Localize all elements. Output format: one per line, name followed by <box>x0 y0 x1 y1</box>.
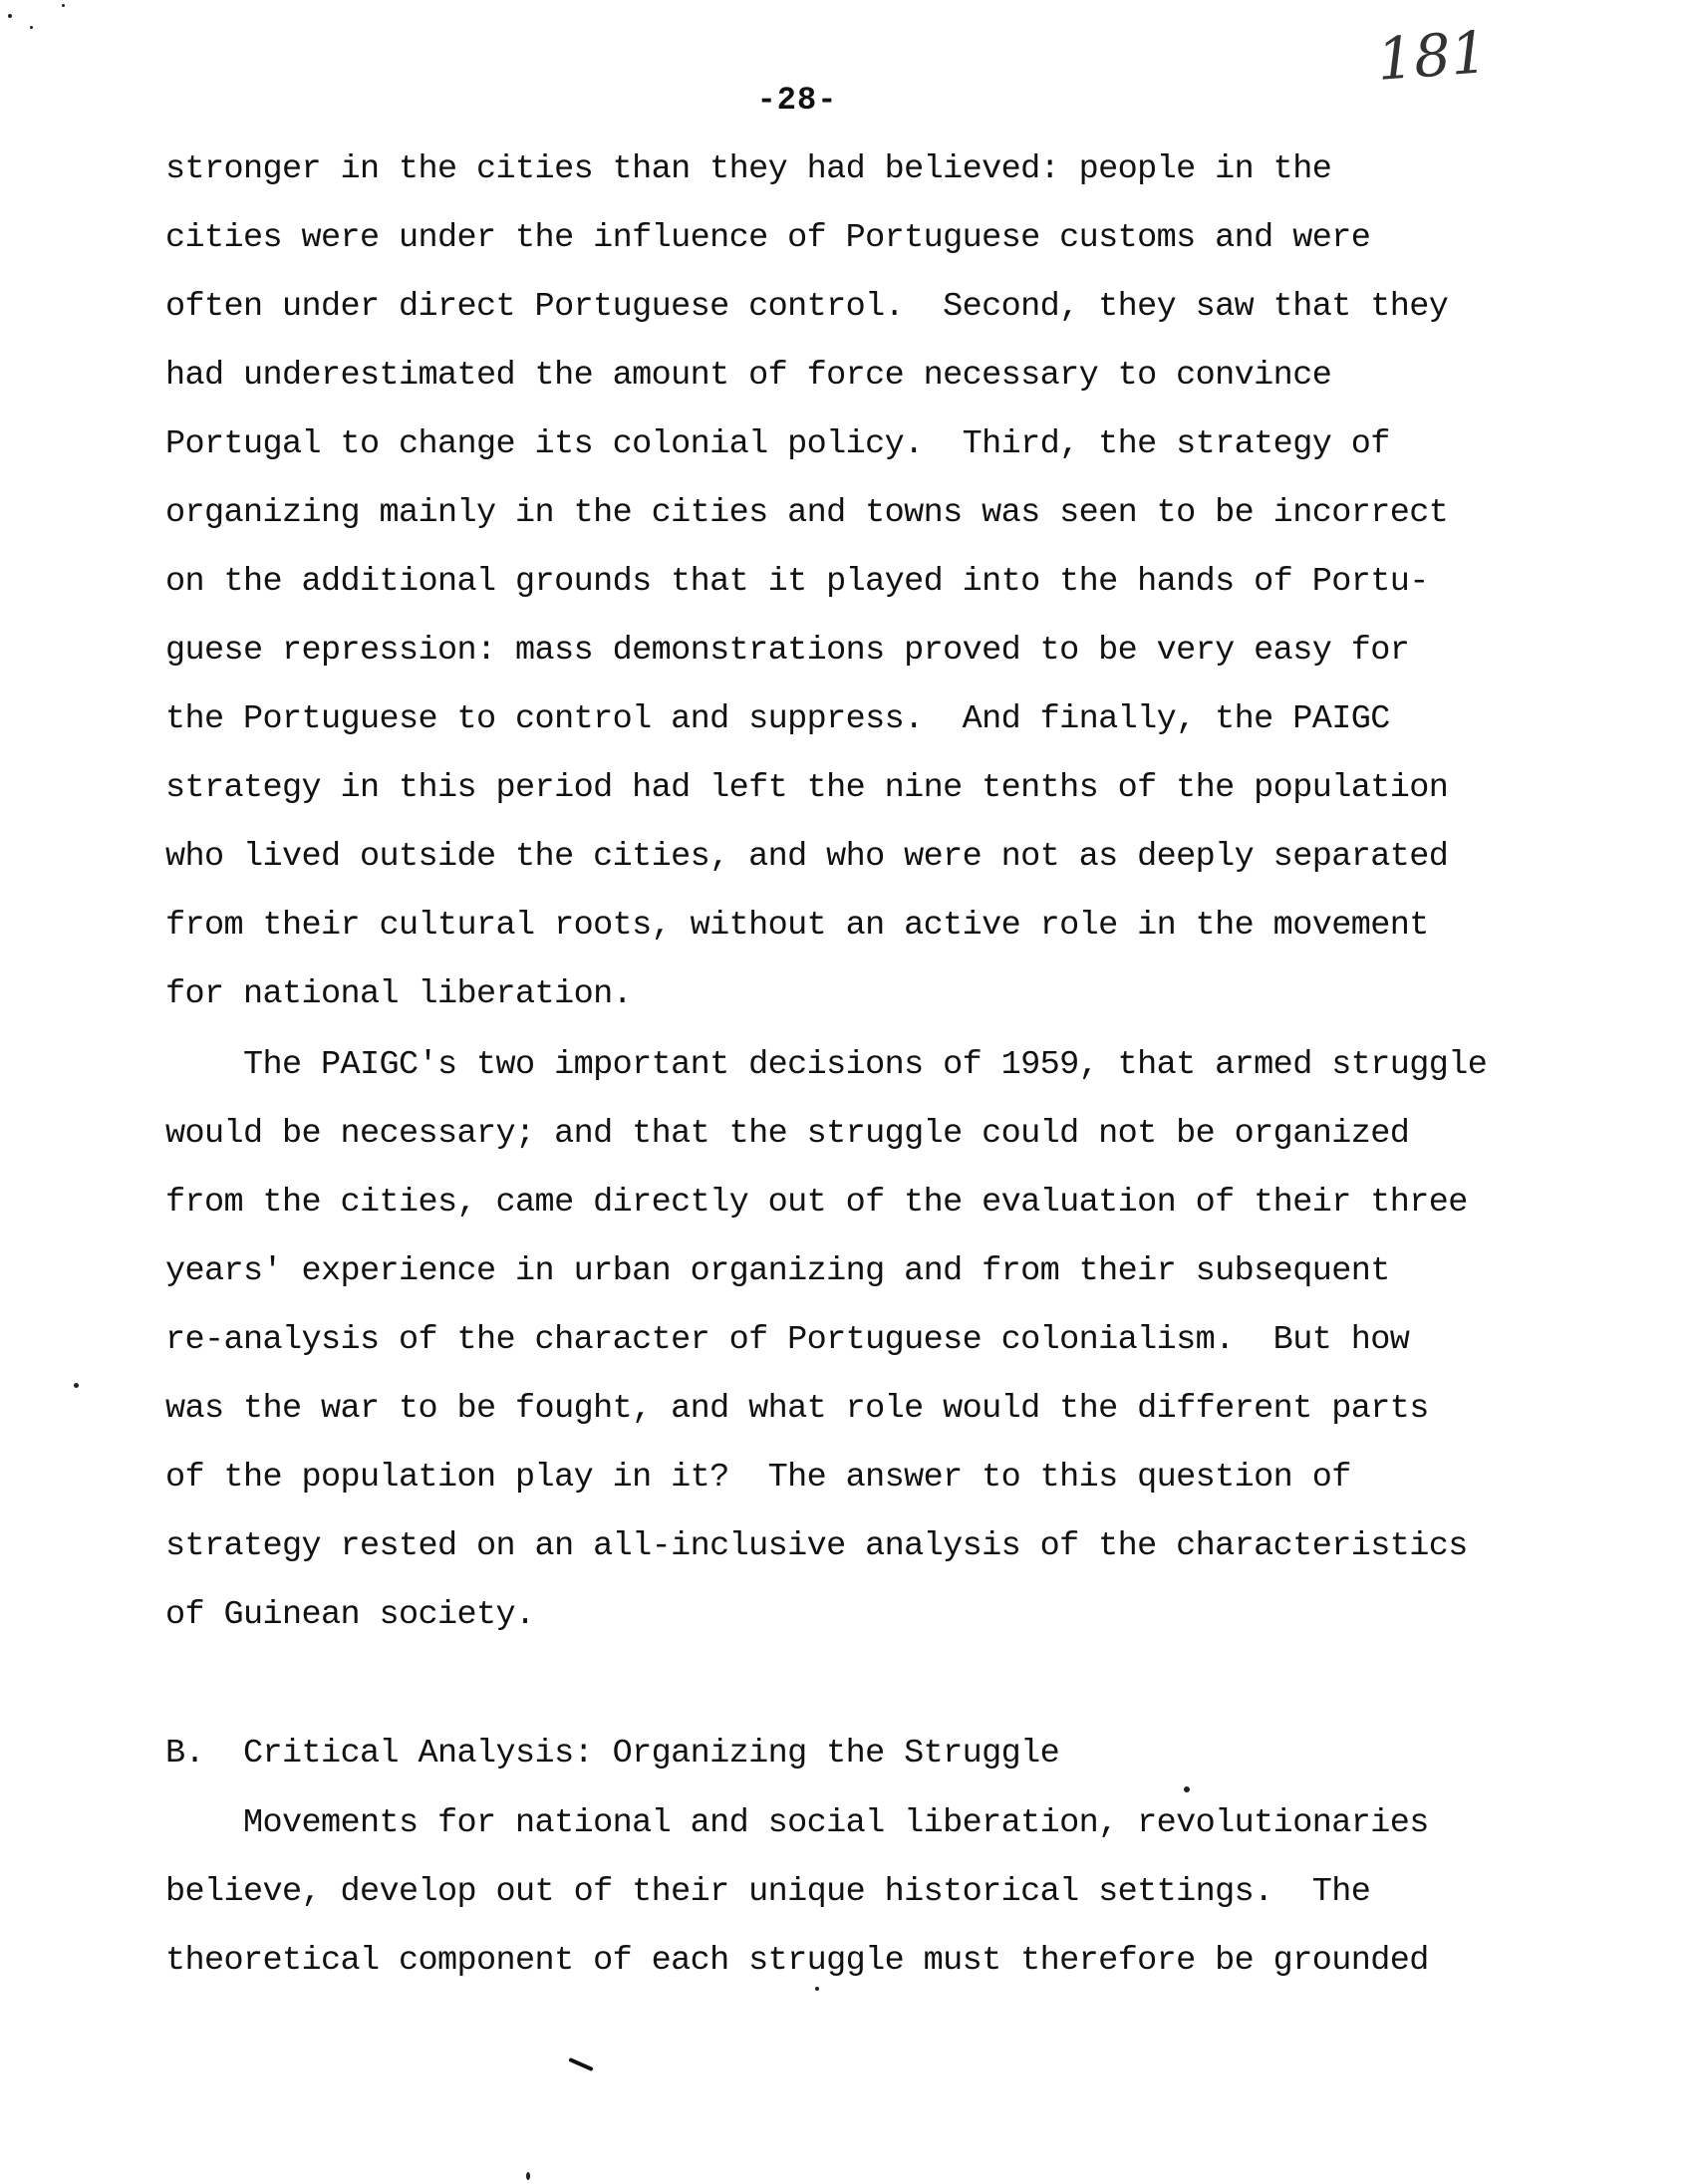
paragraph-line: of Guinean society. <box>165 1596 535 1634</box>
scan-speck <box>1184 1786 1190 1792</box>
paragraph-line: from the cities, came directly out of the evaluation of their three <box>165 1184 1468 1222</box>
scan-speck <box>62 4 65 7</box>
scan-speck <box>8 14 12 18</box>
paragraph-line: would be necessary; and that the struggle could not be organized <box>165 1115 1410 1153</box>
scan-mark <box>568 2057 593 2071</box>
handwritten-page-annotation: 181 <box>1374 18 1490 94</box>
paragraph-line: strategy rested on an all-inclusive analysis of the characteristics <box>165 1527 1468 1565</box>
scan-speck <box>526 2172 530 2180</box>
paragraph-line: the Portuguese to control and suppress. And finally, the PAIGC <box>165 700 1390 738</box>
scan-speck <box>74 1383 79 1388</box>
section-heading: B. Critical Analysis: Organizing the Struggle <box>165 1735 1060 1773</box>
paragraph-line: re-analysis of the character of Portuguese colonialism. But how <box>165 1321 1410 1359</box>
paragraph-line: organizing mainly in the cities and towns was seen to be incorrect <box>165 494 1449 532</box>
paragraph-line: was the war to be fought, and what role would the different parts <box>165 1390 1429 1428</box>
scan-speck <box>30 26 33 29</box>
paragraph-line: Movements for national and social liberation, revolutionaries <box>165 1804 1429 1842</box>
paragraph-line: stronger in the cities than they had believed: people in the <box>165 150 1332 188</box>
paragraph-line: guese repression: mass demonstrations proved to be very easy for <box>165 632 1410 670</box>
paragraph-line: Portugal to change its colonial policy. Third, the strategy of <box>165 425 1390 463</box>
scan-speck <box>815 1987 819 1991</box>
paragraph-line: of the population play in it? The answer to this question of <box>165 1459 1351 1497</box>
paragraph-line: theoretical component of each struggle must therefore be grounded <box>165 1942 1429 1980</box>
paragraph-line: on the additional grounds that it played into the hands of Portu- <box>165 563 1429 601</box>
paragraph-line: from their cultural roots, without an active role in the movement <box>165 907 1429 945</box>
paragraph-line: had underestimated the amount of force necessary to convince <box>165 357 1332 395</box>
paragraph-line: strategy in this period had left the nine tenths of the population <box>165 769 1449 807</box>
paragraph-line: The PAIGC's two important decisions of 1959, that armed struggle <box>165 1046 1488 1084</box>
paragraph-line: often under direct Portuguese control. Second, they saw that they <box>165 288 1449 326</box>
page-number: -28- <box>756 82 838 119</box>
paragraph-line: for national liberation. <box>165 975 633 1013</box>
paragraph-line: believe, develop out of their unique historical settings. The <box>165 1873 1371 1911</box>
paragraph-line: years' experience in urban organizing and from their subsequent <box>165 1252 1390 1290</box>
paragraph-line: cities were under the influence of Portuguese customs and were <box>165 219 1371 257</box>
paragraph-line: who lived outside the cities, and who were not as deeply separated <box>165 838 1449 876</box>
